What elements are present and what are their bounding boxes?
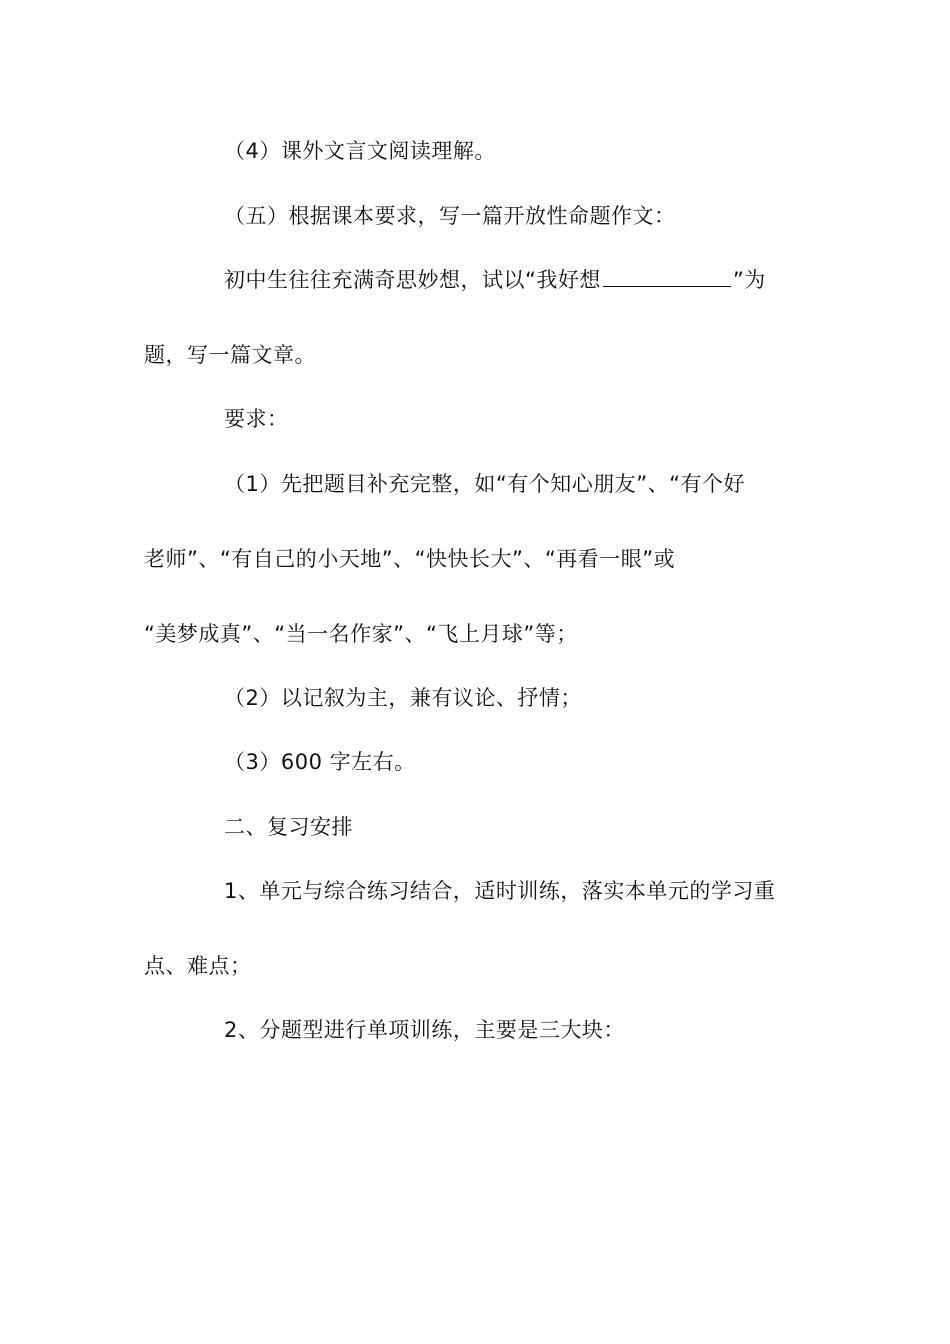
requirements-heading: 要求： [224,407,289,431]
requirement-2: （2）以记叙为主，兼有议论、抒情； [224,686,582,710]
prompt-text-start: 初中生往往充满奇思妙想，试以“我好想 [224,268,601,292]
review-item-1: 1、单元与综合练习结合，适时训练，落实本单元的学习重 [224,879,776,903]
paragraph-composition-prompt-cont: 题，写一篇文章。 [144,343,316,367]
fill-in-blank-line [603,266,731,287]
review-item-1-cont: 点、难点； [144,954,252,978]
requirement-1: （1）先把题目补充完整，如“有个知心朋友”、“有个好 [224,472,745,496]
requirement-1-cont-2: “美梦成真”、“当一名作家”、“飞上月球”等； [144,622,578,646]
requirement-1-cont: 老师”、“有自己的小天地”、“快快长大”、“再看一眼”或 [144,547,676,571]
paragraph-composition-task: （五）根据课本要求，写一篇开放性命题作文： [224,204,676,228]
section-heading-review-plan: 二、复习安排 [224,815,353,839]
review-item-2: 2、分题型进行单项训练，主要是三大块： [224,1018,625,1042]
requirement-3: （3）600 字左右。 [224,750,416,774]
paragraph-composition-prompt [224,266,766,294]
paragraph-classical-reading: （4）课外文言文阅读理解。 [224,139,496,163]
prompt-text-end: ”为 [732,268,766,292]
